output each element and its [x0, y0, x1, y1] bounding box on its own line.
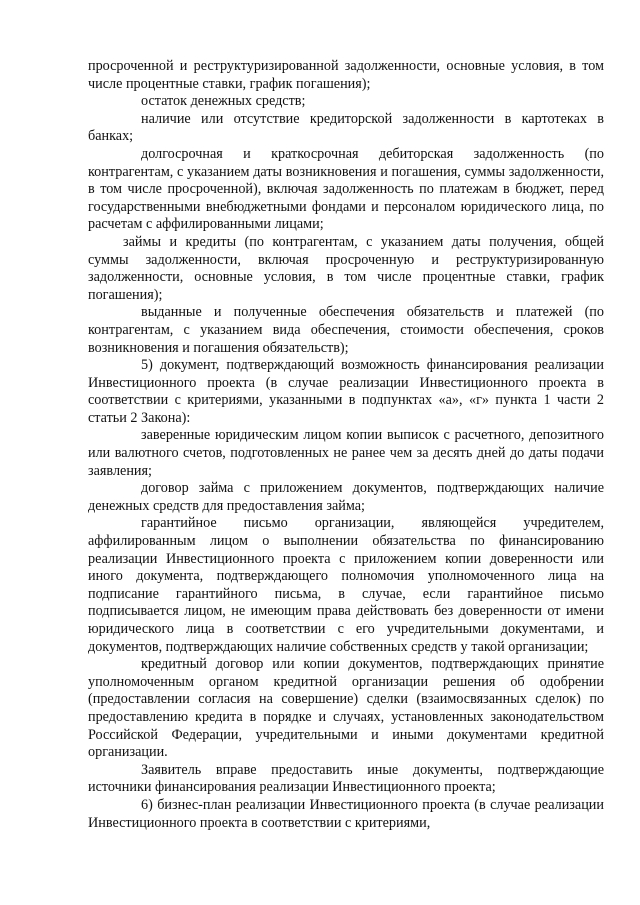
paragraph-receivables: долгосрочная и краткосрочная дебиторская задолженность (по контрагентам, с указанием даты возникновения и погашения, суммы задолженности, в том числе просроченной), включая задолженность по платежам в бюджет, перед государственными внебюджетными фондами и персоналом юридического лица, по расчетам с аффилированными лицами; — [88, 145, 604, 233]
paragraph-cash-balance: остаток денежных средств; — [141, 93, 306, 110]
paragraph-other-documents: Заявитель вправе предоставить иные документы, подтверждающие источники финансирования реализации Инвестиционного проекта; — [88, 761, 604, 796]
paragraph-overdue-debt: просроченной и реструктуризированной задолженности, основные условия, в том числе процентные ставки, график погашения); — [88, 58, 604, 92]
paragraph-creditor-debt: наличие или отсутствие кредиторской задолженности в картотеках в банках; — [88, 110, 604, 145]
paragraph-item-6: 6) бизнес-план реализации Инвестиционного проекта (в случае реализации Инвестиционного проекта в соответствии с критериями, — [88, 796, 604, 831]
paragraph-account-statements: заверенные юридическим лицом копии выписок с расчетного, депозитного или валютного счетов, подготовленных не ранее чем за десять дней до даты подачи заявления; — [88, 427, 604, 479]
paragraph-loan-agreement: договор займа с приложением документов, подтверждающих наличие денежных средств для предоставления займа; — [88, 480, 604, 514]
paragraph-loans-credits: займы и кредиты (по контрагентам, с указанием даты получения, общей суммы задолженности, включая просроченную и реструктуризированную задолженности, основные условия, в том числе процентные ставки, график погашения); — [88, 233, 604, 303]
paragraph-guarantees: выданные и полученные обеспечения обязательств и платежей (по контрагентам, с указанием вида обеспечения, стоимости обеспечения, сроков возникновения и погашения обязательств); — [88, 304, 604, 356]
paragraph-credit-agreement: кредитный договор или копии документов, подтверждающих принятие уполномоченным органом кредитной организации решения об одобрении (предоставлении согласия на совершение) сделки (взаимосвязанных сделок) по предоставлению кредита в порядке и случаях, установленных законодательством Российской Федерации, учредительными и иными документами кредитной организации. — [88, 656, 604, 761]
document-page — [88, 58, 604, 832]
paragraph-item-5: 5) документ, подтверждающий возможность финансирования реализации Инвестиционного проекта (в случае реализации Инвестиционного проекта в соответствии с критериями, указанными в подпунктах «а», «г» пункта 1 части 2 статьи 2 Закона): — [88, 357, 604, 426]
paragraph-guarantee-letter: гарантийное письмо организации, являющейся учредителем, аффилированным лицом о выполнении обязательства по финансированию реализации Инвестиционного проекта с приложением копии доверенности или иного документа, подтверждающего полномочия уполномоченного лица на подписание гарантийного письма, в случае, если гарантийное письмо подписывается лицом, не имеющим права действовать без доверенности от имени юридического лица в соответствии с его учредительными документами, и документов, подтверждающих наличие собственных средств у такой организации; — [88, 515, 604, 655]
